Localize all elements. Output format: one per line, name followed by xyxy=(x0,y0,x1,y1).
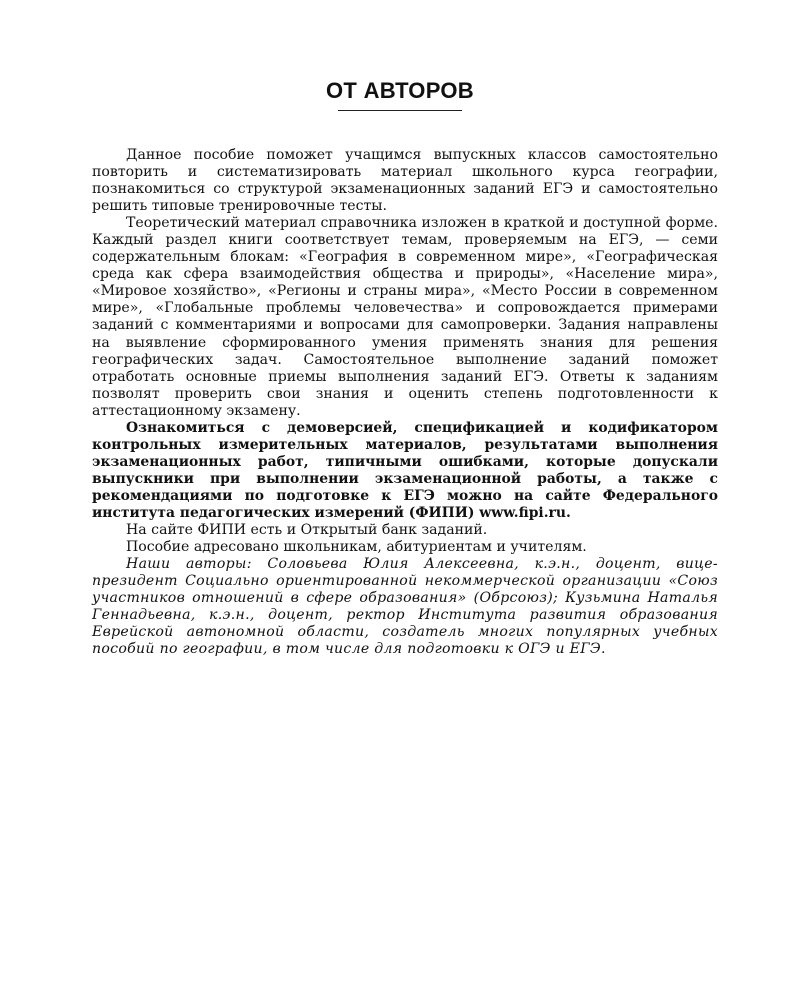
paragraph-open-bank: На сайте ФИПИ есть и Открытый банк заданий. xyxy=(126,522,488,539)
paragraph-audience: Пособие адресовано школьникам, абитуриентам и учителям. xyxy=(126,539,587,556)
paragraph-authors: Наши авторы: Соловьева Юлия Алексеевна, к.э.н., доцент, вице-президент Социально ориентированной некоммерческой организации «Союз участников отношений в сфере образования» (Обрсоюз); Кузьмина Наталья Геннадьевна, к.э.н., доцент, ректор Института развития образования Еврейской автономной области, создатель многих популярных учебных пособий по географии, в том числе для подготовки к ОГЭ и ЕГЭ. xyxy=(92,556,718,658)
page-title: ОТ АВТОРОВ xyxy=(326,78,474,103)
paragraph-fipi-info: Ознакомиться с демоверсией, спецификацией и кодификатором контрольных измерительных материалов, результатами выполнения экзаменационных работ, типичными ошибками, которые допускали выпускники при выполнении экзаменационной работы, а также с рекомендациями по подготовке к ЕГЭ можно на сайте Федерального института педагогических измерений (ФИПИ) www.fipi.ru. xyxy=(92,419,718,521)
body-text xyxy=(92,147,718,658)
title-block xyxy=(0,78,800,111)
paragraph-theory: Теоретический материал справочника изложен в краткой и доступной форме. Каждый раздел книги соответствует темам, проверяемым на ЕГЭ, — семи содержательным блокам: «География в современном мире», «Географическая среда как сфера взаимодействия общества и природы», «Население мира», «Мировое хозяйство», «Регионы и страны мира», «Место России в современном мире», «Глобальные проблемы человечества» и сопровождается примерами заданий с комментариями и вопросами для самопроверки. Задания направлены на выявление сформированного умения применять знания для решения географических задач. Самостоятельное выполнение заданий поможет отработать основные приемы выполнения заданий ЕГЭ. Ответы к заданиям позволят проверить свои знания и оценить степень подготовленности к аттестационному экзамену. xyxy=(92,215,718,419)
paragraph-intro: Данное пособие поможет учащимся выпускных классов самостоятельно повторить и систематизировать материал школьного курса географии, познакомиться со структурой экзаменационных заданий ЕГЭ и самостоятельно решить типовые тренировочные тесты. xyxy=(92,147,718,215)
title-underline xyxy=(338,110,462,111)
